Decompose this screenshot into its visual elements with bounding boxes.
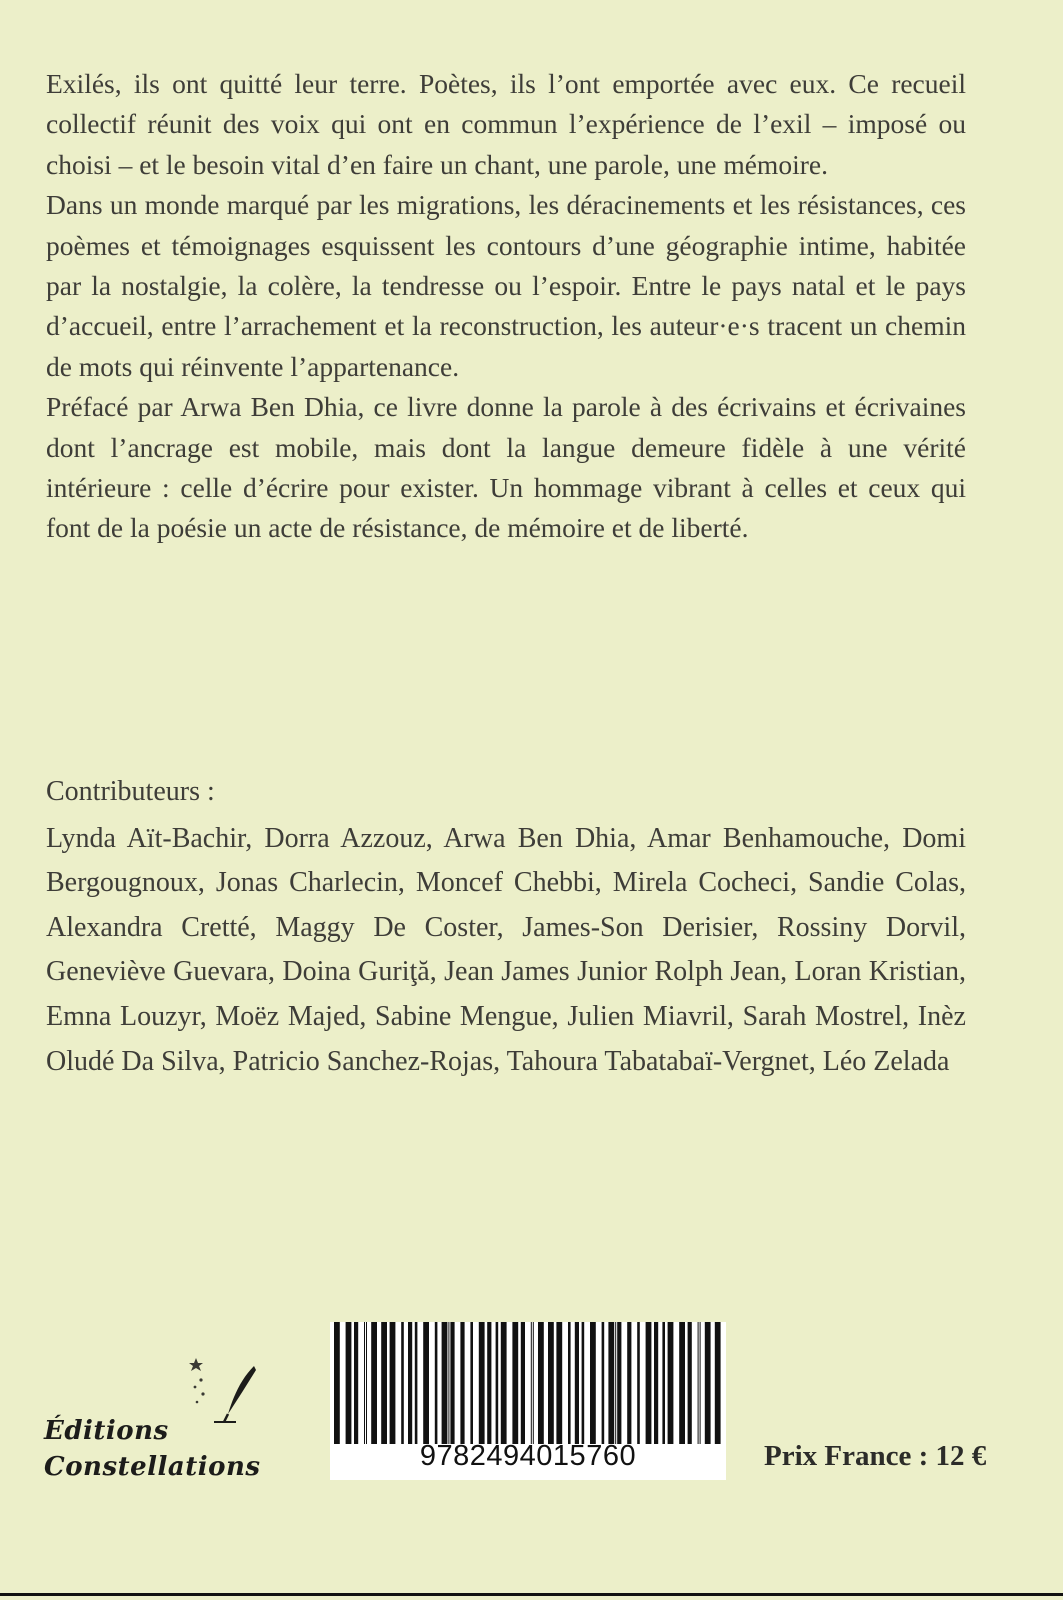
publisher-name-line2: Constellations (44, 1452, 261, 1482)
barcode-bars (330, 1322, 726, 1444)
contributors-section (46, 770, 966, 1084)
contributors-list: Lynda Aït-Bachir, Dorra Azzouz, Arwa Ben Dhia, Amar Benhamouche, Domi Bergougnoux, Jonas Charlecin, Moncef Chebbi, Mirela Cocheci, Sandie Colas, Alexandra Cretté, Maggy De Coster, James-Son Derisier, Rossiny Dorvil, Geneviève Guevara, Doina Guriţă, Jean James Junior Rolph Jean, Loran Kristian, Emna Louzyr, Moëz Majed, Sabine Mengue, Julien Miavril, Sarah Mostrel, Inèz Oludé Da Silva, Patricio Sanchez-Rojas, Tahoura Tabatabaï-Vergnet, Léo Zelada (46, 822, 966, 1077)
publisher-logo (44, 1356, 284, 1486)
summary-paragraph: Dans un monde marqué par les migrations, les déracinements et les résistances, ces poèmes et témoignages esquissent les contours d’une géographie intime, habitée par la nostalgie, la colère, la tendresse ou l’espoir. Entre le pays natal et le pays d’accueil, entre l’arrachement et la reconstruction, les auteur·e·s tracent un chemin de mots qui réinvente l’appartenance. (46, 189, 966, 382)
summary-paragraph: Exilés, ils ont quitté leur terre. Poètes, ils l’ont emportée avec eux. Ce recueil collectif réunit des voix qui ont en commun l’expérience de l’exil – imposé ou choisi – et le besoin vital d’en faire un chant, une parole, une mémoire. (46, 68, 966, 180)
contributors-heading: Contributeurs : (46, 776, 215, 807)
quill-and-stars-icon (184, 1356, 274, 1426)
summary-paragraph: Préfacé par Arwa Ben Dhia, ce livre donne la parole à des écrivains et écrivaines dont l’ancrage est mobile, mais dont la langue demeure fidèle à une vérité intérieure : celle d’écrire pour exister. Un hommage vibrant à celles et ceux qui font de la poésie un acte de résistance, de mémoire et de liberté. (46, 391, 966, 544)
bottom-border (0, 1593, 1063, 1596)
publisher-name-line1: Éditions (44, 1416, 169, 1446)
back-cover-summary (46, 64, 966, 549)
isbn-barcode (330, 1322, 726, 1480)
isbn-number: 9782494015760 (419, 1440, 637, 1472)
price-label: Prix France : 12 € (764, 1440, 987, 1472)
